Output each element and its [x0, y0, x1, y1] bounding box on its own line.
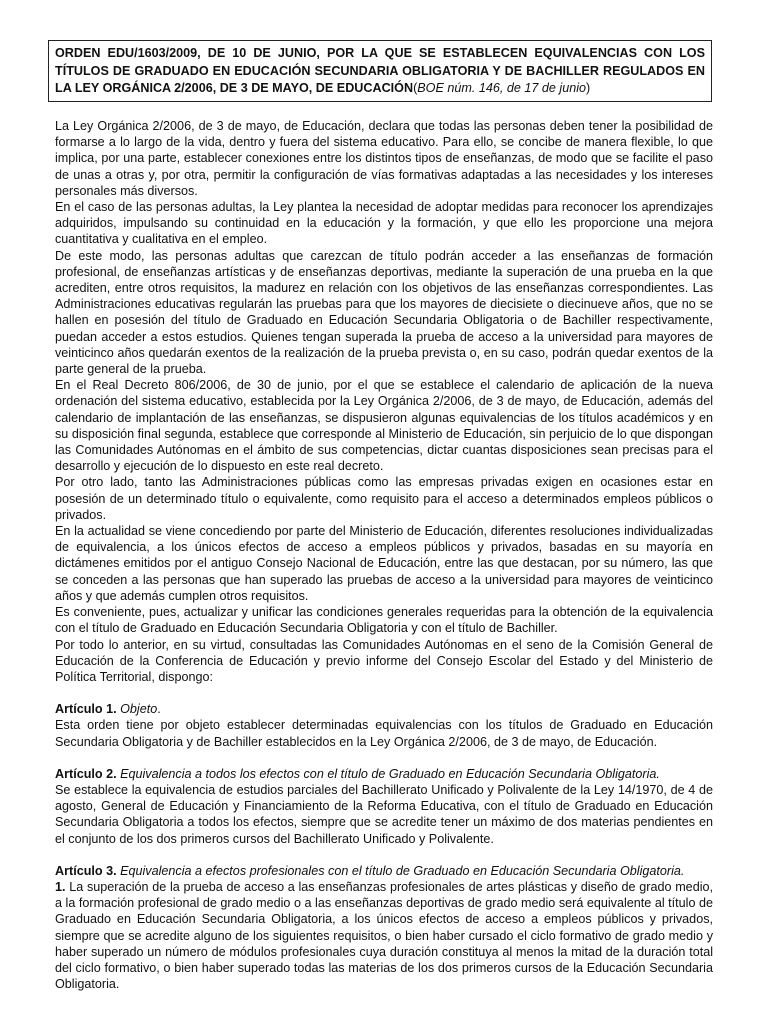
boe-citation: BOE núm. 146, de 17 de junio [417, 81, 587, 95]
article-3-item-1: 1. La superación de la prueba de acceso a las enseñanzas profesionales de artes plásticas y diseño de grado medio, a la formación profesional de grado medio o a las enseñanzas deportivas de grado medio será equivalente al título de Graduado en Educación Secundaria Obligatoria, a los únicos efectos de acceso a empleos públicos y privados, siempre que se acredite alguno de los siguientes requisitos, o bien haber cursado el ciclo formativo de grado medio y haber superado un número de módulos profesionales cuya duración constituya al menos la mitad de la duración total del ciclo formativo, o bien haber superado todas las materias de los dos primeros cursos de la Educación Secundaria Obligatoria. [55, 879, 713, 992]
article-3-heading: Artículo 3. Equivalencia a efectos profesionales con el título de Graduado en Educación Secundaria Obligatoria. [55, 863, 685, 878]
preamble-paragraph: En el caso de las personas adultas, la Ley plantea la necesidad de adoptar medidas para reconocer los aprendizajes adquiridos, impulsando su continuidad en la educación y la formación, y que ello les proporcione una mejora cuantitativa y cualitativa en el empleo. [55, 200, 713, 247]
spacer [55, 750, 713, 766]
preamble-paragraph: Por todo lo anterior, en su virtud, consultadas las Comunidades Autónomas en el seno de la Comisión General de Educación de la Conferencia de Educación y previo informe del Consejo Escolar del Estado y del Ministerio de Política Territorial, dispongo: [55, 637, 713, 684]
preamble-paragraph: Por otro lado, tanto las Administraciones públicas como las empresas privadas exigen en ocasiones estar en posesión de un determinado título o equivalente, como requisito para el acceso a determinados empleos públicos o privados. [55, 475, 713, 522]
document-title: ORDEN EDU/1603/2009, DE 10 DE JUNIO, POR LA QUE SE ESTABLECEN EQUIVALENCIAS CON LOS TÍTULOS DE GRADUADO EN EDUCACIÓN SECUNDARIA OBLIGATORIA Y DE BACHILLER REGULADOS EN LA LEY ORGÁNICA 2/2006, DE 3 DE MAYO, DE EDUCACIÓN [55, 46, 705, 95]
document-title-box [48, 40, 712, 102]
spacer [55, 685, 713, 701]
preamble-paragraph: En la actualidad se viene concediendo por parte del Ministerio de Educación, diferentes resoluciones individualizadas de equivalencia, a los únicos efectos de acceso a empleos públicos y privados, basadas en su mayoría en dictámenes emitidos por el antiguo Consejo Nacional de Educación, entre las que destacan, por su número, las que se conceden a las personas que han superado las pruebas de acceso a la universidad para mayores de veinticinco años y que además cumplen otros requisitos. [55, 524, 713, 603]
article-2-heading: Artículo 2. Equivalencia a todos los efectos con el título de Graduado en Educación Secundaria Obligatoria. [55, 766, 660, 781]
spacer [55, 847, 713, 863]
boe-reference: (BOE núm. 146, de 17 de junio) [413, 81, 591, 95]
preamble-paragraph: La Ley Orgánica 2/2006, de 3 de mayo, de Educación, declara que todas las personas deben tener la posibilidad de formarse a lo largo de la vida, dentro y fuera del sistema educativo. Para ello, se concibe de manera flexible, lo que implica, por una parte, establecer conexiones entre los distintos tipos de enseñanzas, de modo que se facilite el paso de unas a otras y, por otra, permitir la configuración de vías formativas adaptadas a las necesidades y los intereses personales más diversos. [55, 119, 713, 198]
preamble-paragraph: En el Real Decreto 806/2006, de 30 de junio, por el que se establece el calendario de aplicación de la nueva ordenación del sistema educativo, establecida por la Ley Orgánica 2/2006, de 3 de mayo, de Educación, además del calendario de implantación de las enseñanzas, se dispusieron algunas equivalencias de los títulos académicos y en su disposición final segunda, establece que corresponde al Ministerio de Educación, sin perjuicio de lo que dispongan las Comunidades Autónomas en el ámbito de sus competencias, dictar cuantas disposiciones sean precisas para el desarrollo y ejecución de lo dispuesto en este real decreto. [55, 378, 713, 474]
document-body [55, 118, 713, 1024]
preamble-paragraph: De este modo, las personas adultas que carezcan de título podrán acceder a las enseñanzas de formación profesional, de enseñanzas artísticas y de enseñanzas deportivas, mediante la superación de una prueba en la que acrediten, entre otros requisitos, la madurez en relación con los objetivos de las enseñanzas correspondientes. Las Administraciones educativas regularán las pruebas para que los mayores de diecisiete o diecinueve años, que no se hallen en posesión del título de Graduado en Educación Secundaria Obligatoria o de Bachiller respectivamente, puedan acceder a estos estudios. Quienes tengan superada la prueba de acceso a la universidad para mayores de veinticinco años quedarán exentos de la realización de la prueba prevista o, en su caso, podrán quedar exentos de la parte general de la prueba. [55, 248, 713, 377]
article-2-body: Se establece la equivalencia de estudios parciales del Bachillerato Unificado y Polivalente de la Ley 14/1970, de 4 de agosto, General de Educación y Financiamiento de la Reforma Educativa, con el título de Graduado en Educación Secundaria Obligatoria a todos los efectos, siempre que se acredite tener un máximo de dos materias pendientes en el conjunto de los dos primeros cursos del Bachillerato Unificado y Polivalente. [55, 782, 713, 846]
article-1-body: Esta orden tiene por objeto establecer determinadas equivalencias con los títulos de Graduado en Educación Secundaria Obligatoria y de Bachiller establecidos en la Ley Orgánica 2/2006, de 3 de mayo, de Educación. [55, 718, 713, 749]
preamble-paragraph: Es conveniente, pues, actualizar y unificar las condiciones generales requeridas para la obtención de la equivalencia con el título de Graduado en Educación Secundaria Obligatoria y con el título de Bachiller. [55, 605, 713, 636]
article-1-heading: Artículo 1. Objeto. [55, 702, 161, 717]
item-number: 1. [55, 879, 66, 894]
